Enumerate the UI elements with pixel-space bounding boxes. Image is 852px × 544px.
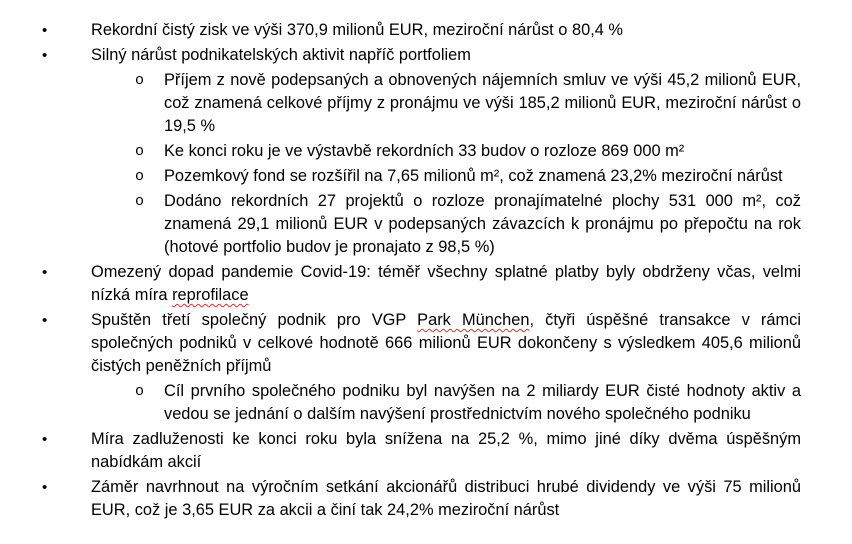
bullet-icon: •	[42, 431, 48, 448]
sub-list-item-text: Pozemkový fond se rozšířil na 7,65 milionů m², což znamená 23,2% meziroční nárůst	[164, 167, 783, 185]
sub-bullet-icon: o	[135, 383, 145, 400]
bullet-icon: •	[42, 264, 48, 281]
list-item	[0, 44, 801, 259]
list-item-text	[91, 309, 801, 378]
sub-list-item	[135, 190, 801, 259]
sub-list	[91, 380, 801, 426]
sub-bullet-icon: o	[135, 143, 145, 160]
sub-list-item-text: Dodáno rekordních 27 projektů o rozloze pronajímatelné plochy 531 000 m², což znamená 29,1 milionů EUR v podepsaných závazcích k pronájmu po přepočtu na rok (hotové portfolio budov je pronajato z 98,5 %)	[164, 192, 801, 256]
list-item-text: Rekordní čistý zisk ve výši 370,9 milionů EUR, meziroční nárůst o 80,4 %	[91, 21, 623, 39]
list-item	[0, 476, 801, 522]
sub-list-item	[135, 69, 801, 138]
list-item	[0, 261, 801, 307]
sub-list-item	[135, 140, 801, 163]
text-segment: , čtyři úspěšné transakce v rámci společných podniků v celkové hodnotě 666 milionů EUR dokončeny s výsledkem 405,6 milionů čistých peněžních příjmů	[91, 311, 801, 375]
sub-list-item	[135, 165, 801, 188]
list-item-text: Záměr navrhnout na výročním setkání akcionářů distribuci hrubé dividendy ve výši 75 milionů EUR, což je 3,65 EUR za akcii a činí tak 24,2% meziroční nárůst	[91, 478, 801, 519]
text-segment: Spuštěn třetí společný podnik pro VGP	[91, 311, 418, 329]
sub-bullet-icon: o	[135, 193, 145, 210]
bullet-icon: •	[42, 22, 48, 39]
sub-list	[91, 69, 801, 259]
bullet-list	[0, 19, 852, 524]
spellcheck-flagged-word[interactable]: Park München	[417, 311, 530, 329]
bullet-icon: •	[42, 479, 48, 496]
text-segment: Omezený dopad pandemie Covid-19: téměř všechny splatné platby byly obdrženy včas, velmi nízká míra	[91, 263, 801, 304]
spellcheck-flagged-word[interactable]: reprofilace	[172, 286, 249, 304]
list-item-text	[91, 261, 801, 307]
sub-list-item	[135, 380, 801, 426]
sub-bullet-icon: o	[135, 168, 145, 185]
list-item	[0, 19, 801, 42]
list-item-text: Míra zadluženosti ke konci roku byla snížena na 25,2 %, mimo jiné díky dvěma úspěšným nabídkám akcií	[91, 430, 801, 471]
sub-list-item-text: Ke konci roku je ve výstavbě rekordních 33 budov o rozloze 869 000 m²	[164, 142, 685, 160]
bullet-icon: •	[42, 312, 48, 329]
bullet-icon: •	[42, 47, 48, 64]
sub-list-item-text: Cíl prvního společného podniku byl navýšen na 2 miliardy EUR čisté hodnoty aktiv a vedou se jednání o dalším navýšení prostřednictvím nového společného podniku	[164, 382, 801, 423]
list-item-text: Silný nárůst podnikatelských aktivit napříč portfoliem	[91, 46, 471, 64]
list-item	[0, 428, 801, 474]
sub-bullet-icon: o	[135, 72, 145, 89]
list-item	[0, 309, 801, 426]
sub-list-item-text: Příjem z nově podepsaných a obnovených nájemních smluv ve výši 45,2 milionů EUR, což znamená celkové příjmy z pronájmu ve výši 185,2 milionů EUR, meziroční nárůst o 19,5 %	[164, 71, 801, 135]
